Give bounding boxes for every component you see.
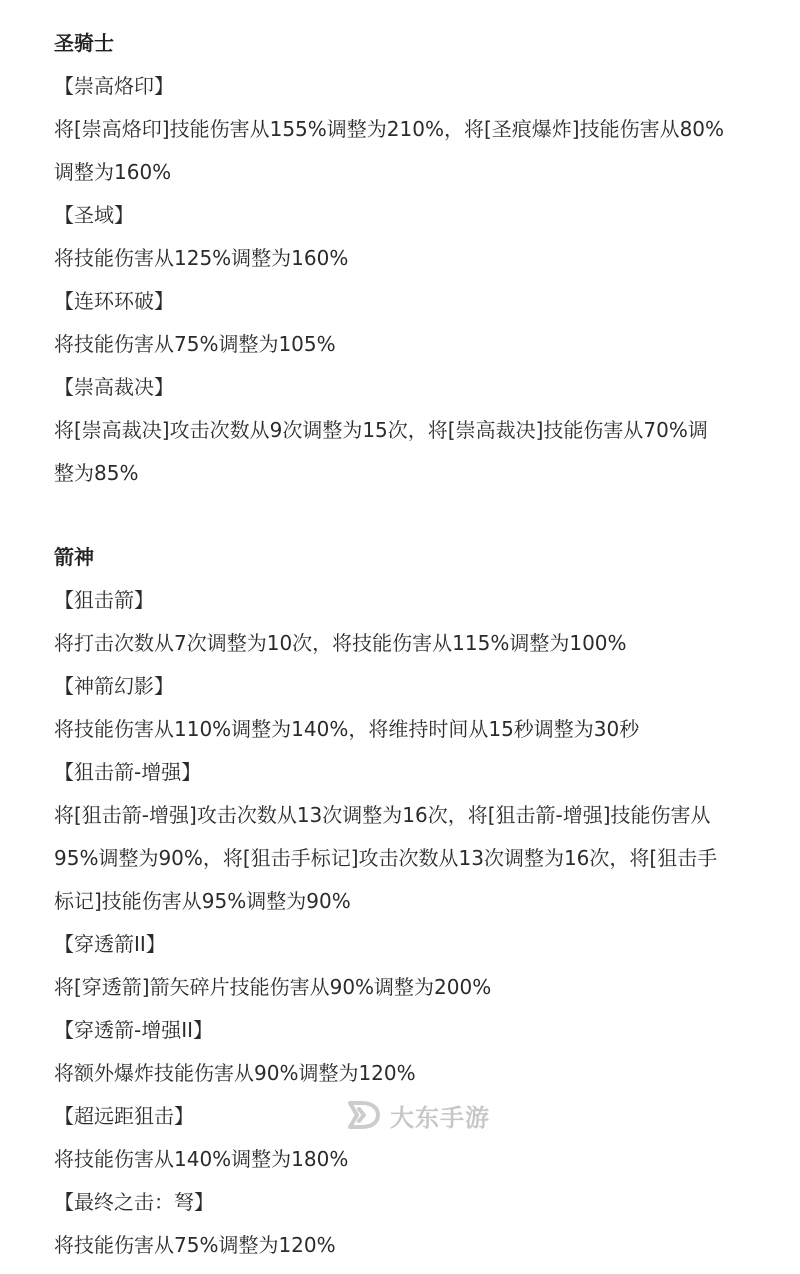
- skill-description: 将技能伤害从75%调整为105%: [54, 332, 336, 356]
- skill-description: 将[崇高裁决]攻击次数从9次调整为15次，将[崇高裁决]技能伤害从70%调: [54, 418, 708, 442]
- skill-description: 将技能伤害从140%调整为180%: [54, 1147, 349, 1171]
- skill-name: 【穿透箭-增强II】: [54, 1018, 214, 1042]
- skill-description: 将[狙击箭-增强]攻击次数从13次调整为16次，将[狙击箭-增强]技能伤害从: [54, 803, 711, 827]
- skill-name: 【崇高裁决】: [54, 375, 174, 399]
- skill-description: 将打击次数从7次调整为10次，将技能伤害从115%调整为100%: [54, 631, 627, 655]
- skill-name: 【连环环破】: [54, 289, 174, 313]
- skill-description: 将[崇高烙印]技能伤害从155%调整为210%，将[圣痕爆炸]技能伤害从80%: [54, 117, 725, 141]
- section-title-paladin: 圣骑士: [54, 31, 114, 55]
- section-spacer: [0, 495, 800, 536]
- skill-name: 【最终之击：弩】: [54, 1190, 214, 1214]
- skill-name: 【圣域】: [54, 203, 134, 227]
- watermark: [346, 1095, 490, 1135]
- section-title-bowmaster: 箭神: [54, 545, 94, 569]
- skill-name: 【狙击箭】: [54, 588, 154, 612]
- skill-description: 95%调整为90%，将[狙击手标记]攻击次数从13次调整为16次，将[狙击手: [54, 846, 718, 870]
- skill-name: 【崇高烙印】: [54, 74, 174, 98]
- skill-name: 【神箭幻影】: [54, 674, 174, 698]
- dadong-logo-icon: [346, 1097, 382, 1133]
- skill-name: 【穿透箭II】: [54, 932, 166, 956]
- skill-name: 【狙击箭-增强】: [54, 760, 202, 784]
- skill-description: 将[穿透箭]箭矢碎片技能伤害从90%调整为200%: [54, 975, 492, 999]
- skill-description: 将技能伤害从110%调整为140%，将维持时间从15秒调整为30秒: [54, 717, 640, 741]
- document-body: [0, 22, 800, 1267]
- skill-description: 将技能伤害从75%调整为120%: [54, 1233, 336, 1257]
- skill-description: 将技能伤害从125%调整为160%: [54, 246, 349, 270]
- skill-description: 将额外爆炸技能伤害从90%调整为120%: [54, 1061, 416, 1085]
- watermark-text: 大东手游: [390, 1103, 490, 1132]
- skill-name: 【超远距狙击】: [54, 1104, 194, 1128]
- skill-description: 标记]技能伤害从95%调整为90%: [54, 889, 351, 913]
- skill-description: 整为85%: [54, 461, 139, 485]
- skill-description: 调整为160%: [54, 160, 172, 184]
